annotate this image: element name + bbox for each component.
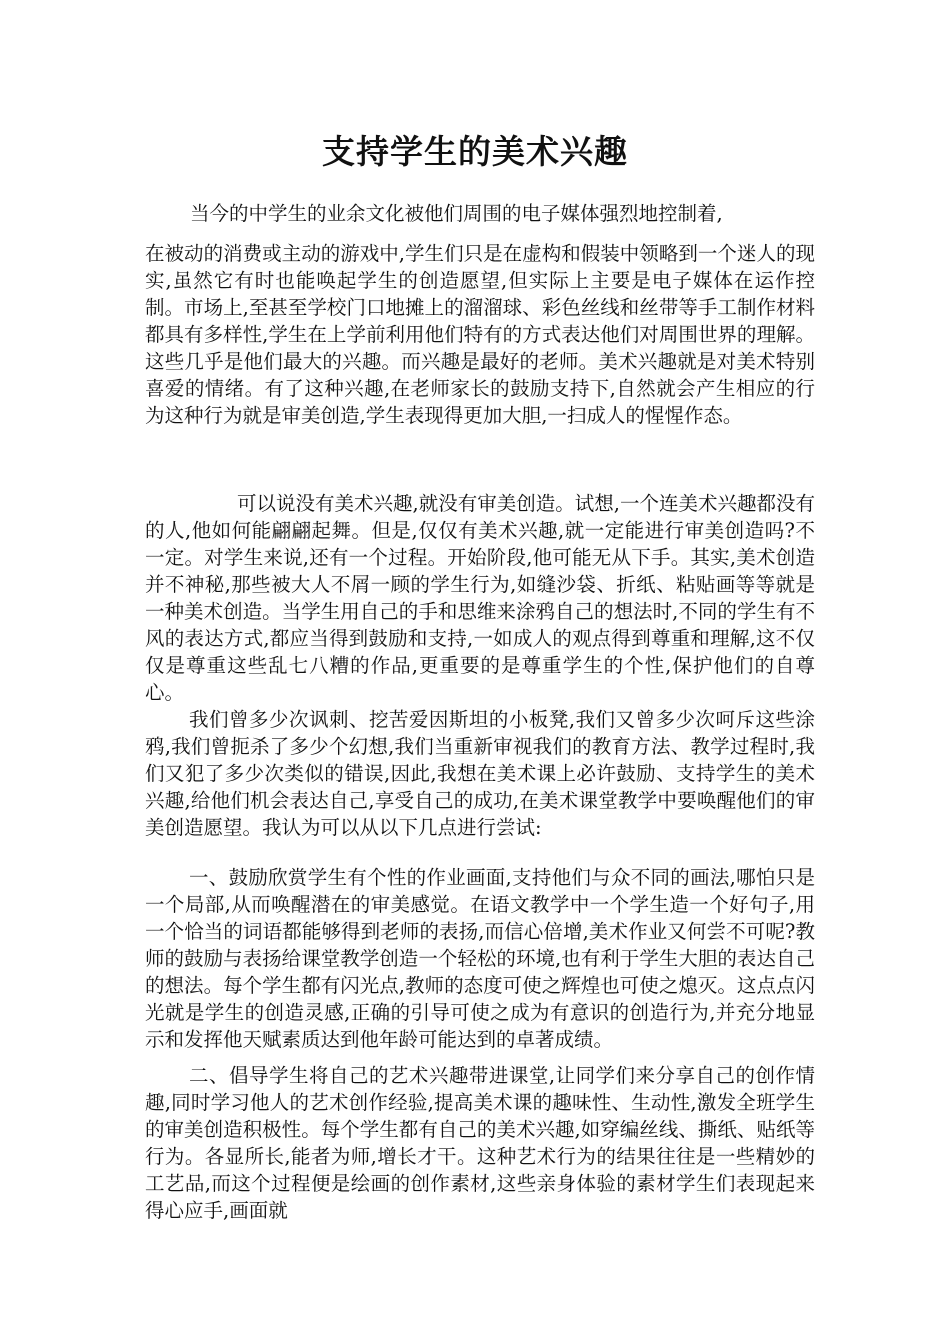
- paragraph-interest-creation: 可以说没有美术兴趣,就没有审美创造。试想,一个连美术兴趣都没有的人,他如何能翩翩起舞。但是,仅仅有美术兴趣,就一定能进行审美创造吗?不一定。对学生来说,还有一个过程。开始阶段,他可能无从下手。其实,美术创造并不神秘,那些被大人不屑一顾的学生行为,如缝沙袋、折纸、粘贴画等等就是一种美术创造。当学生用自己的手和思维来涂鸦自己的想法时,不同的学生有不风的表达方式,都应当得到鼓励和支持,一如成人的观点得到尊重和理解,这不仅仅是尊重这些乱七八糟的作品,更重要的是尊重学生的个性,保护他们的自尊心。: [145, 492, 815, 704]
- paragraph-intro-line: 当今的中学生的业余文化被他们周围的电子媒体强烈地控制着,: [190, 202, 723, 225]
- paragraph-point-one: 一、鼓励欣赏学生有个性的作业画面,支持他们与众不同的画法,哪怕只是一个局部,从而唤醒潜在的审美感觉。在语文教学中一个学生造一个好句子,用一个恰当的词语都能够得到老师的表扬,而信心倍增,美术作业又何尝不可呢?教师的鼓励与表扬给课堂教学创造一个轻松的环境,也有利于学生大胆的表达自己的想法。每个学生都有闪光点,教师的态度可使之辉煌也可使之熄灭。这点点闪光就是学生的创造灵感,正确的引导可使之成为有意识的创造行为,并充分地显示和发挥他天赋素质达到他年龄可能达到的卓著成绩。: [145, 866, 815, 1051]
- paragraph-reflection: 我们曾多少次讽刺、挖苦爱因斯坦的小板凳,我们又曾多少次呵斥这些涂鸦,我们曾扼杀了多少个幻想,我们当重新审视我们的教育方法、教学过程时,我们又犯了多少次类似的错误,因此,我想在美术课上必许鼓励、支持学生的美术兴趣,给他们机会表达自己,享受自己的成功,在美术课堂教学中要唤醒他们的审美创造愿望。我认为可以从以下几点进行尝试:: [145, 708, 815, 839]
- paragraph-point-two: 二、倡导学生将自己的艺术兴趣带进课堂,让同学们来分享自己的创作情趣,同时学习他人的艺术创作经验,提高美术课的趣味性、生动性,激发全班学生的审美创造积极性。每个学生都有自己的美术兴趣,如穿编丝线、撕纸、贴纸等行为。各显所长,能者为师,增长才干。这种艺术行为的结果往往是一些精妙的工艺品,而这个过程便是绘画的创作素材,这些亲身体验的素材学生们表现起来得心应手,画面就: [145, 1064, 815, 1222]
- paragraph-intro-body: 在被动的消费或主动的游戏中,学生们只是在虚构和假装中领略到一个迷人的现实,虽然它有时也能唤起学生的创造愿望,但实际上主要是电子媒体在运作控制。市场上,至甚至学校门口地摊上的溜溜球、彩色丝线和丝带等手工制作材料都具有多样性,学生在上学前利用他们特有的方式表达他们对周围世界的理解。这些几乎是他们最大的兴趣。而兴趣是最好的老师。美术兴趣就是对美术特别喜爱的情绪。有了这种兴趣,在老师家长的鼓励支持下,自然就会产生相应的行为这种行为就是审美创造,学生表现得更加大胆,一扫成人的惺惺作态。: [145, 242, 815, 427]
- document-title: 支持学生的美术兴趣: [322, 132, 628, 171]
